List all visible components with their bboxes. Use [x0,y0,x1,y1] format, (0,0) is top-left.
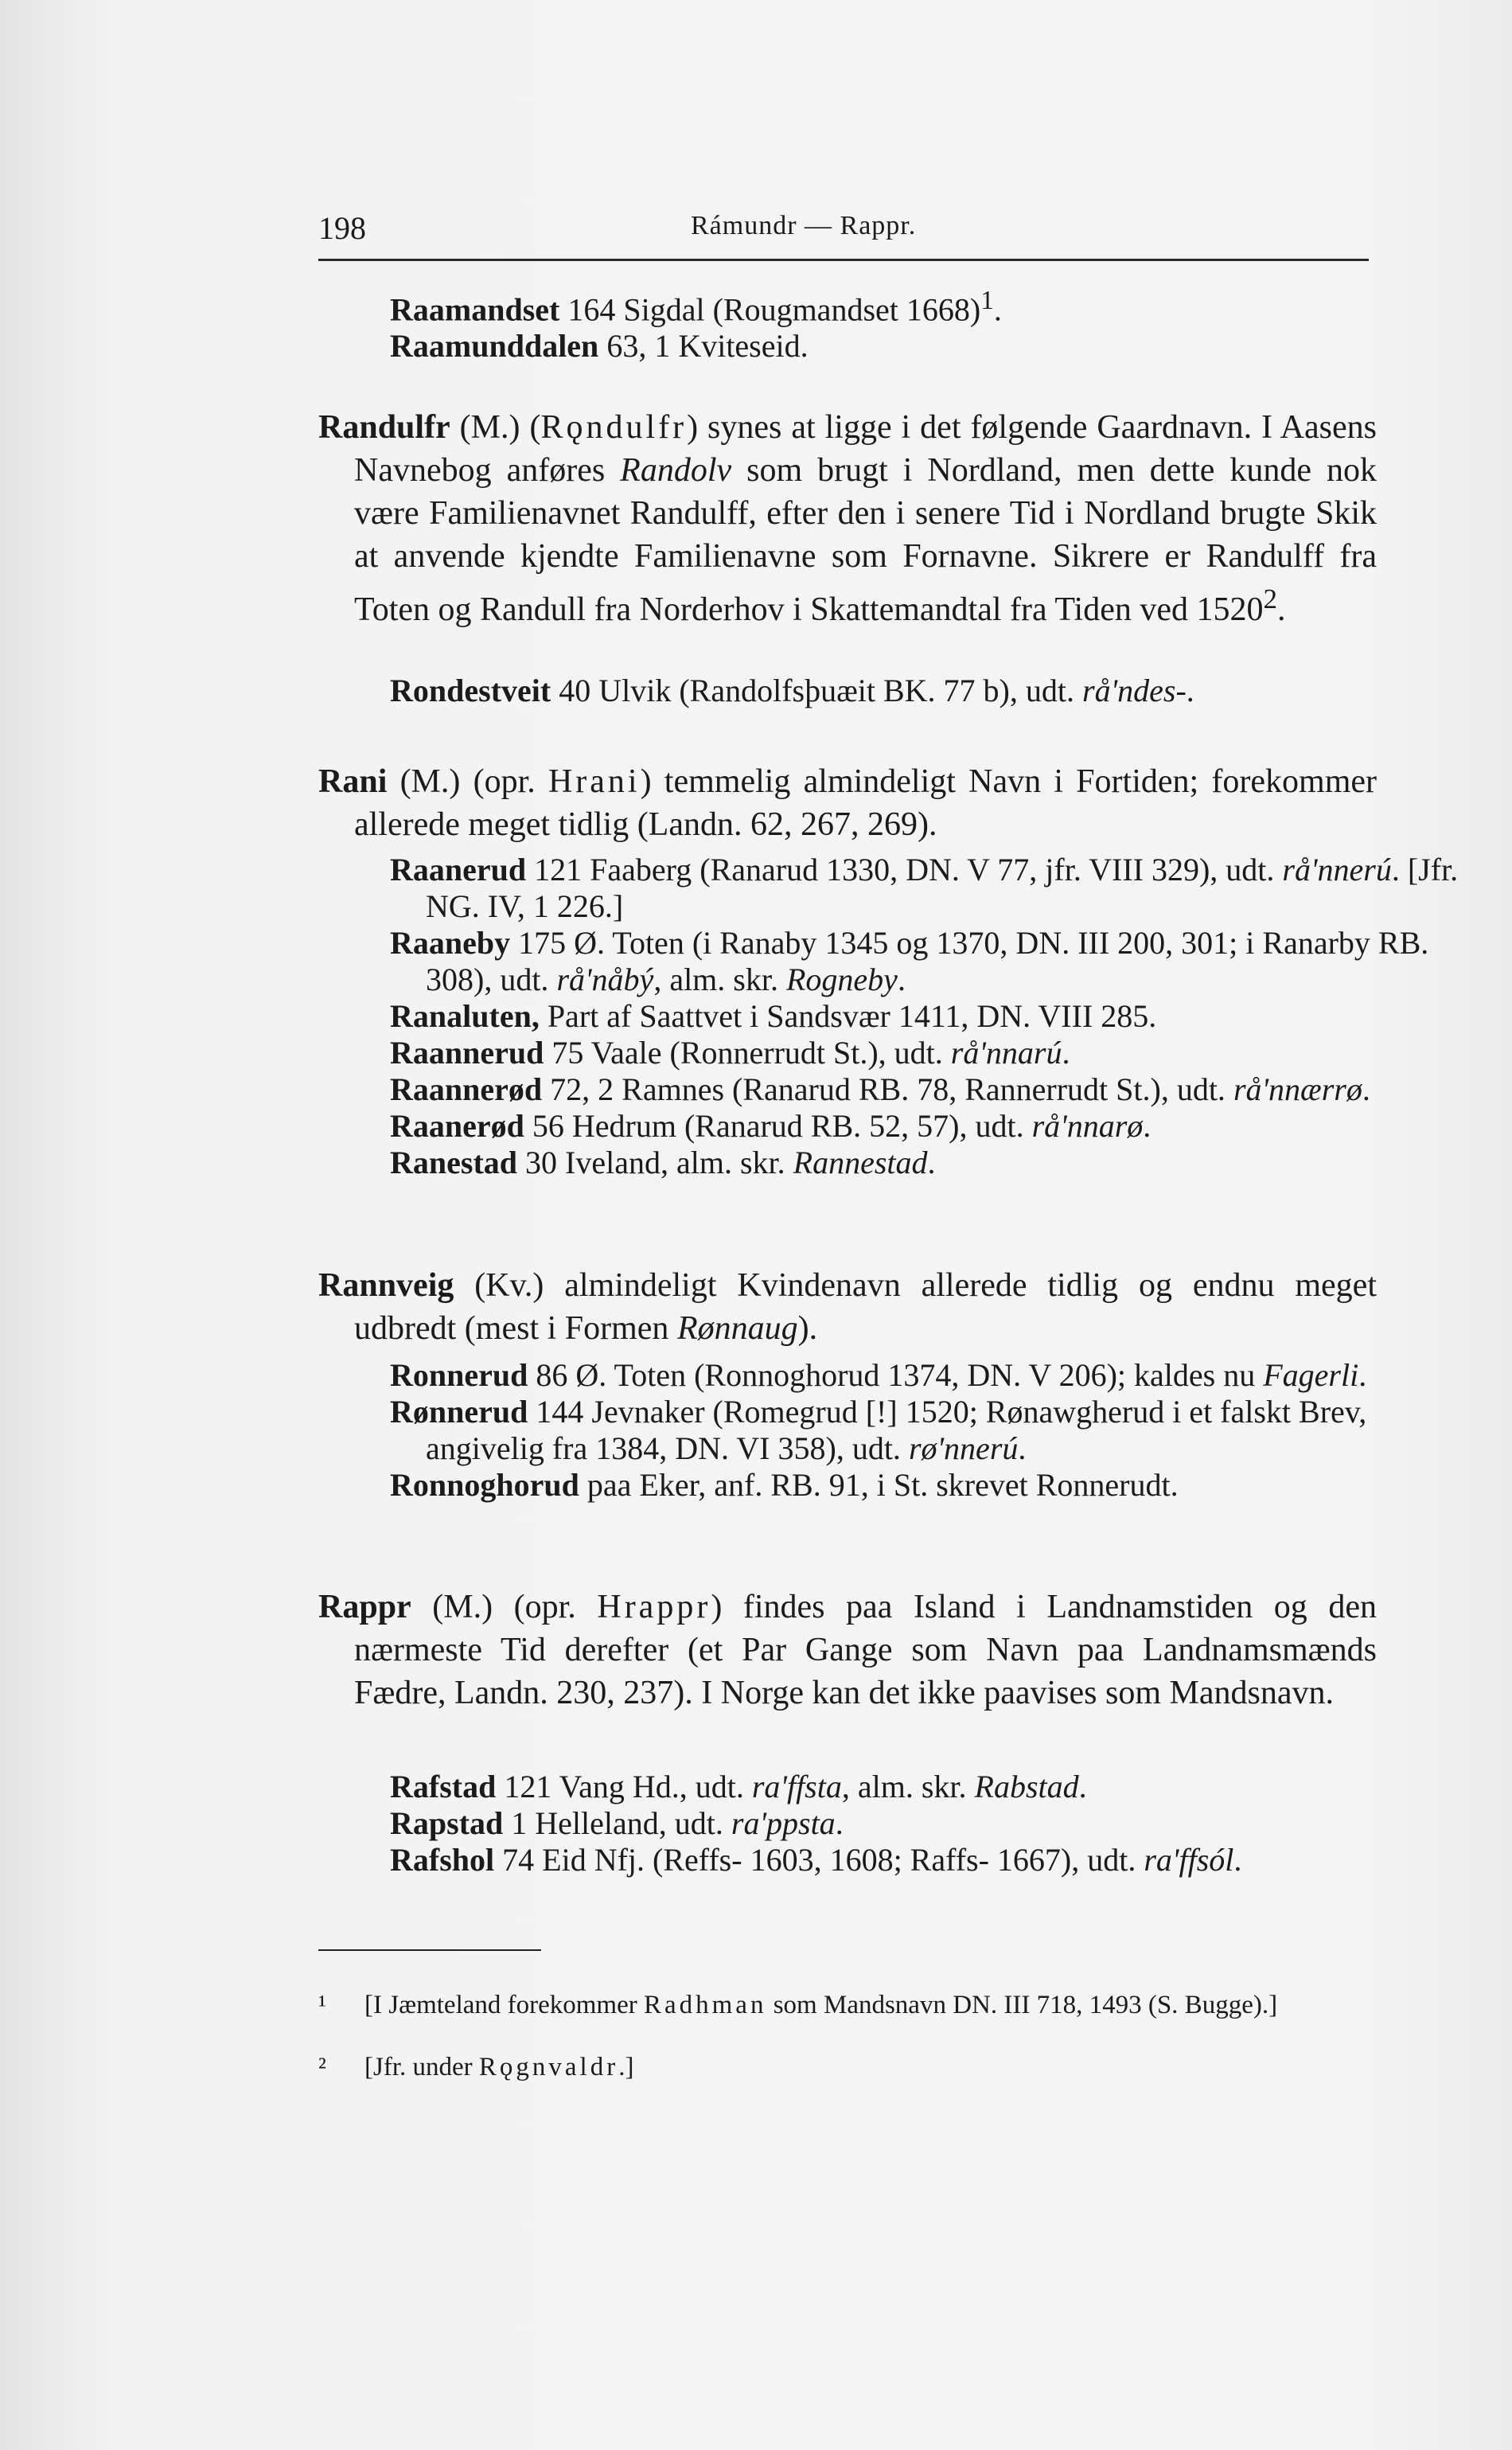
sub-entry: Raamandset 164 Sigdal (Rougmandset 1668)$^1$. [390,286,1002,328]
footnote-1: ¹ [I Jæmteland forekommer Radhman som Mandsnavn DN. III 718, 1493 (S. Bugge).] [318,1991,1278,2019]
headword: Rafstad [390,1769,497,1804]
entry-text: Rani (M.) (opr. Hrani) temmelig almindeligt Navn i Fortiden; forekommer allerede meget tidlig (Landn. 62, 267, 269). [318,763,1377,843]
headword: Ronnerud [390,1357,528,1393]
headword: Raaneby [390,925,511,961]
headword: Rani [318,763,388,800]
sub-entry: Raamunddalen 63, 1 Kviteseid. [390,328,809,365]
entry-rannveig-subs [354,1357,1484,1504]
headword: Randulfr [318,409,450,446]
entry-rannveig [318,1264,1377,1350]
headword: Rønnerud [390,1394,528,1430]
headword: Raanerød [390,1108,524,1144]
sub-entry: Rønnerud 144 Jevnaker (Romegrud [!] 1520; Rønawgherud i et falskt Brev, angivelig fra 1384, DN. VI 358), udt. rø'nnerú. [390,1394,1367,1466]
entry-rappr [318,1586,1377,1715]
page-header [318,203,1369,261]
entry-rani-subs [354,852,1484,1181]
entry-text: Randulfr (M.) (Rǫndulfr) synes at ligge i det følgende Gaardnavn. I Aasens Navnebog anføres Randolv som brugt i Nordland, men dette kunde nok være Familienavnet Randulff, efter den i senere Tid i Nordland brugte Skik at anvende kjendte Familienavne som Fornavne. Sikrere er Randulff fra Toten og Randull fra Norderhov i Skattemandtal fra Tiden ved 1520$^2$. [318,409,1377,628]
footnote-ref: 2 [1263,583,1278,614]
headword: Raannerud [390,1035,544,1071]
entry-raamandset-group [354,283,1484,365]
page-number: 198 [318,210,366,246]
headword: Rondestveit [390,673,551,708]
headword: Raamunddalen [390,328,599,365]
footnote-mark: ² [318,2053,326,2081]
entry-randulfr [318,406,1377,631]
sub-entry: Raanerud 121 Faaberg (Ranarud 1330, DN. V 77, jfr. VIII 329), udt. rå'nnerú. [Jfr. NG. IV, 1 226.] [390,852,1459,924]
sub-entry: Raanerød 56 Hedrum (Ranarud RB. 52, 57), udt. rå'nnarø. [390,1108,1152,1144]
sub-entry: Rafshol 74 Eid Nfj. (Reffs- 1603, 1608; Raffs- 1667), udt. ra'ffsól. [390,1842,1242,1878]
headword: Raanerud [390,852,527,888]
sub-entry: Rafstad 121 Vang Hd., udt. ra'ffsta, alm. skr. Rabstad. [390,1769,1087,1804]
sub-entry: Ronnerud 86 Ø. Toten (Ronnoghorud 1374, DN. V 206); kaldes nu Fagerli. [390,1357,1367,1393]
entry-rani [318,760,1377,846]
sub-entry: Raannerud 75 Vaale (Ronnerrudt St.), udt. rå'nnarú. [390,1035,1070,1071]
sub-entry: Ranestad 30 Iveland, alm. skr. Rannestad. [390,1145,936,1180]
footnote-rule [318,1949,541,1951]
sub-entry: Raaneby 175 Ø. Toten (i Ranaby 1345 og 1370, DN. III 200, 301; i Ranarby RB. 308), udt. rå'nåbý, alm. skr. Rogneby. [390,925,1429,997]
sub-entry: Ronnoghorud paa Eker, anf. RB. 91, i St. skrevet Ronnerudt. [390,1467,1179,1503]
entry-rappr-subs [354,1769,1484,1878]
footnote-mark: ¹ [318,1991,326,2019]
headword: Rannveig [318,1267,454,1304]
headword: Ronnoghorud [390,1467,579,1503]
sub-entry: Rondestveit 40 Ulvik (Randolfsþuæit BK. 77 b), udt. rå'ndes-. [390,673,1194,708]
headword: Ranestad [390,1145,518,1180]
footnote-ref: 1 [980,286,994,315]
headword: Rappr [318,1589,411,1625]
headword: Ranaluten, [390,998,540,1034]
headword: Rapstad [390,1805,504,1841]
sub-entry: Ranaluten, Part af Saattvet i Sandsvær 1411, DN. VIII 285. [390,998,1157,1034]
footnote-2: ² [Jfr. under Rǫgnvaldr.] [318,2053,634,2081]
headword: Raannerød [390,1071,543,1107]
entry-text: Rappr (M.) (opr. Hrappr) findes paa Island i Landnamstiden og den nærmeste Tid derefter (et Par Gange som Navn paa Landnamsmænds Fædre, Landn. 230, 237). I Norge kan det ikke paavises som Mandsnavn. [318,1589,1378,1711]
sub-entry: Raannerød 72, 2 Ramnes (Ranarud RB. 78, Rannerrudt St.), udt. rå'nnærrø. [390,1071,1370,1107]
headword: Raamandset [390,291,560,328]
headword: Rafshol [390,1842,495,1878]
sub-entry: Rapstad 1 Helleland, udt. ra'ppsta. [390,1805,844,1841]
running-title: Rámundr — Rappr. [691,211,917,240]
entry-text: Rannveig (Kv.) almindeligt Kvindenavn allerede tidlig og endnu meget udbredt (mest i Formen Rønnaug). [318,1267,1377,1347]
entry-randulfr-subs [354,673,1484,709]
